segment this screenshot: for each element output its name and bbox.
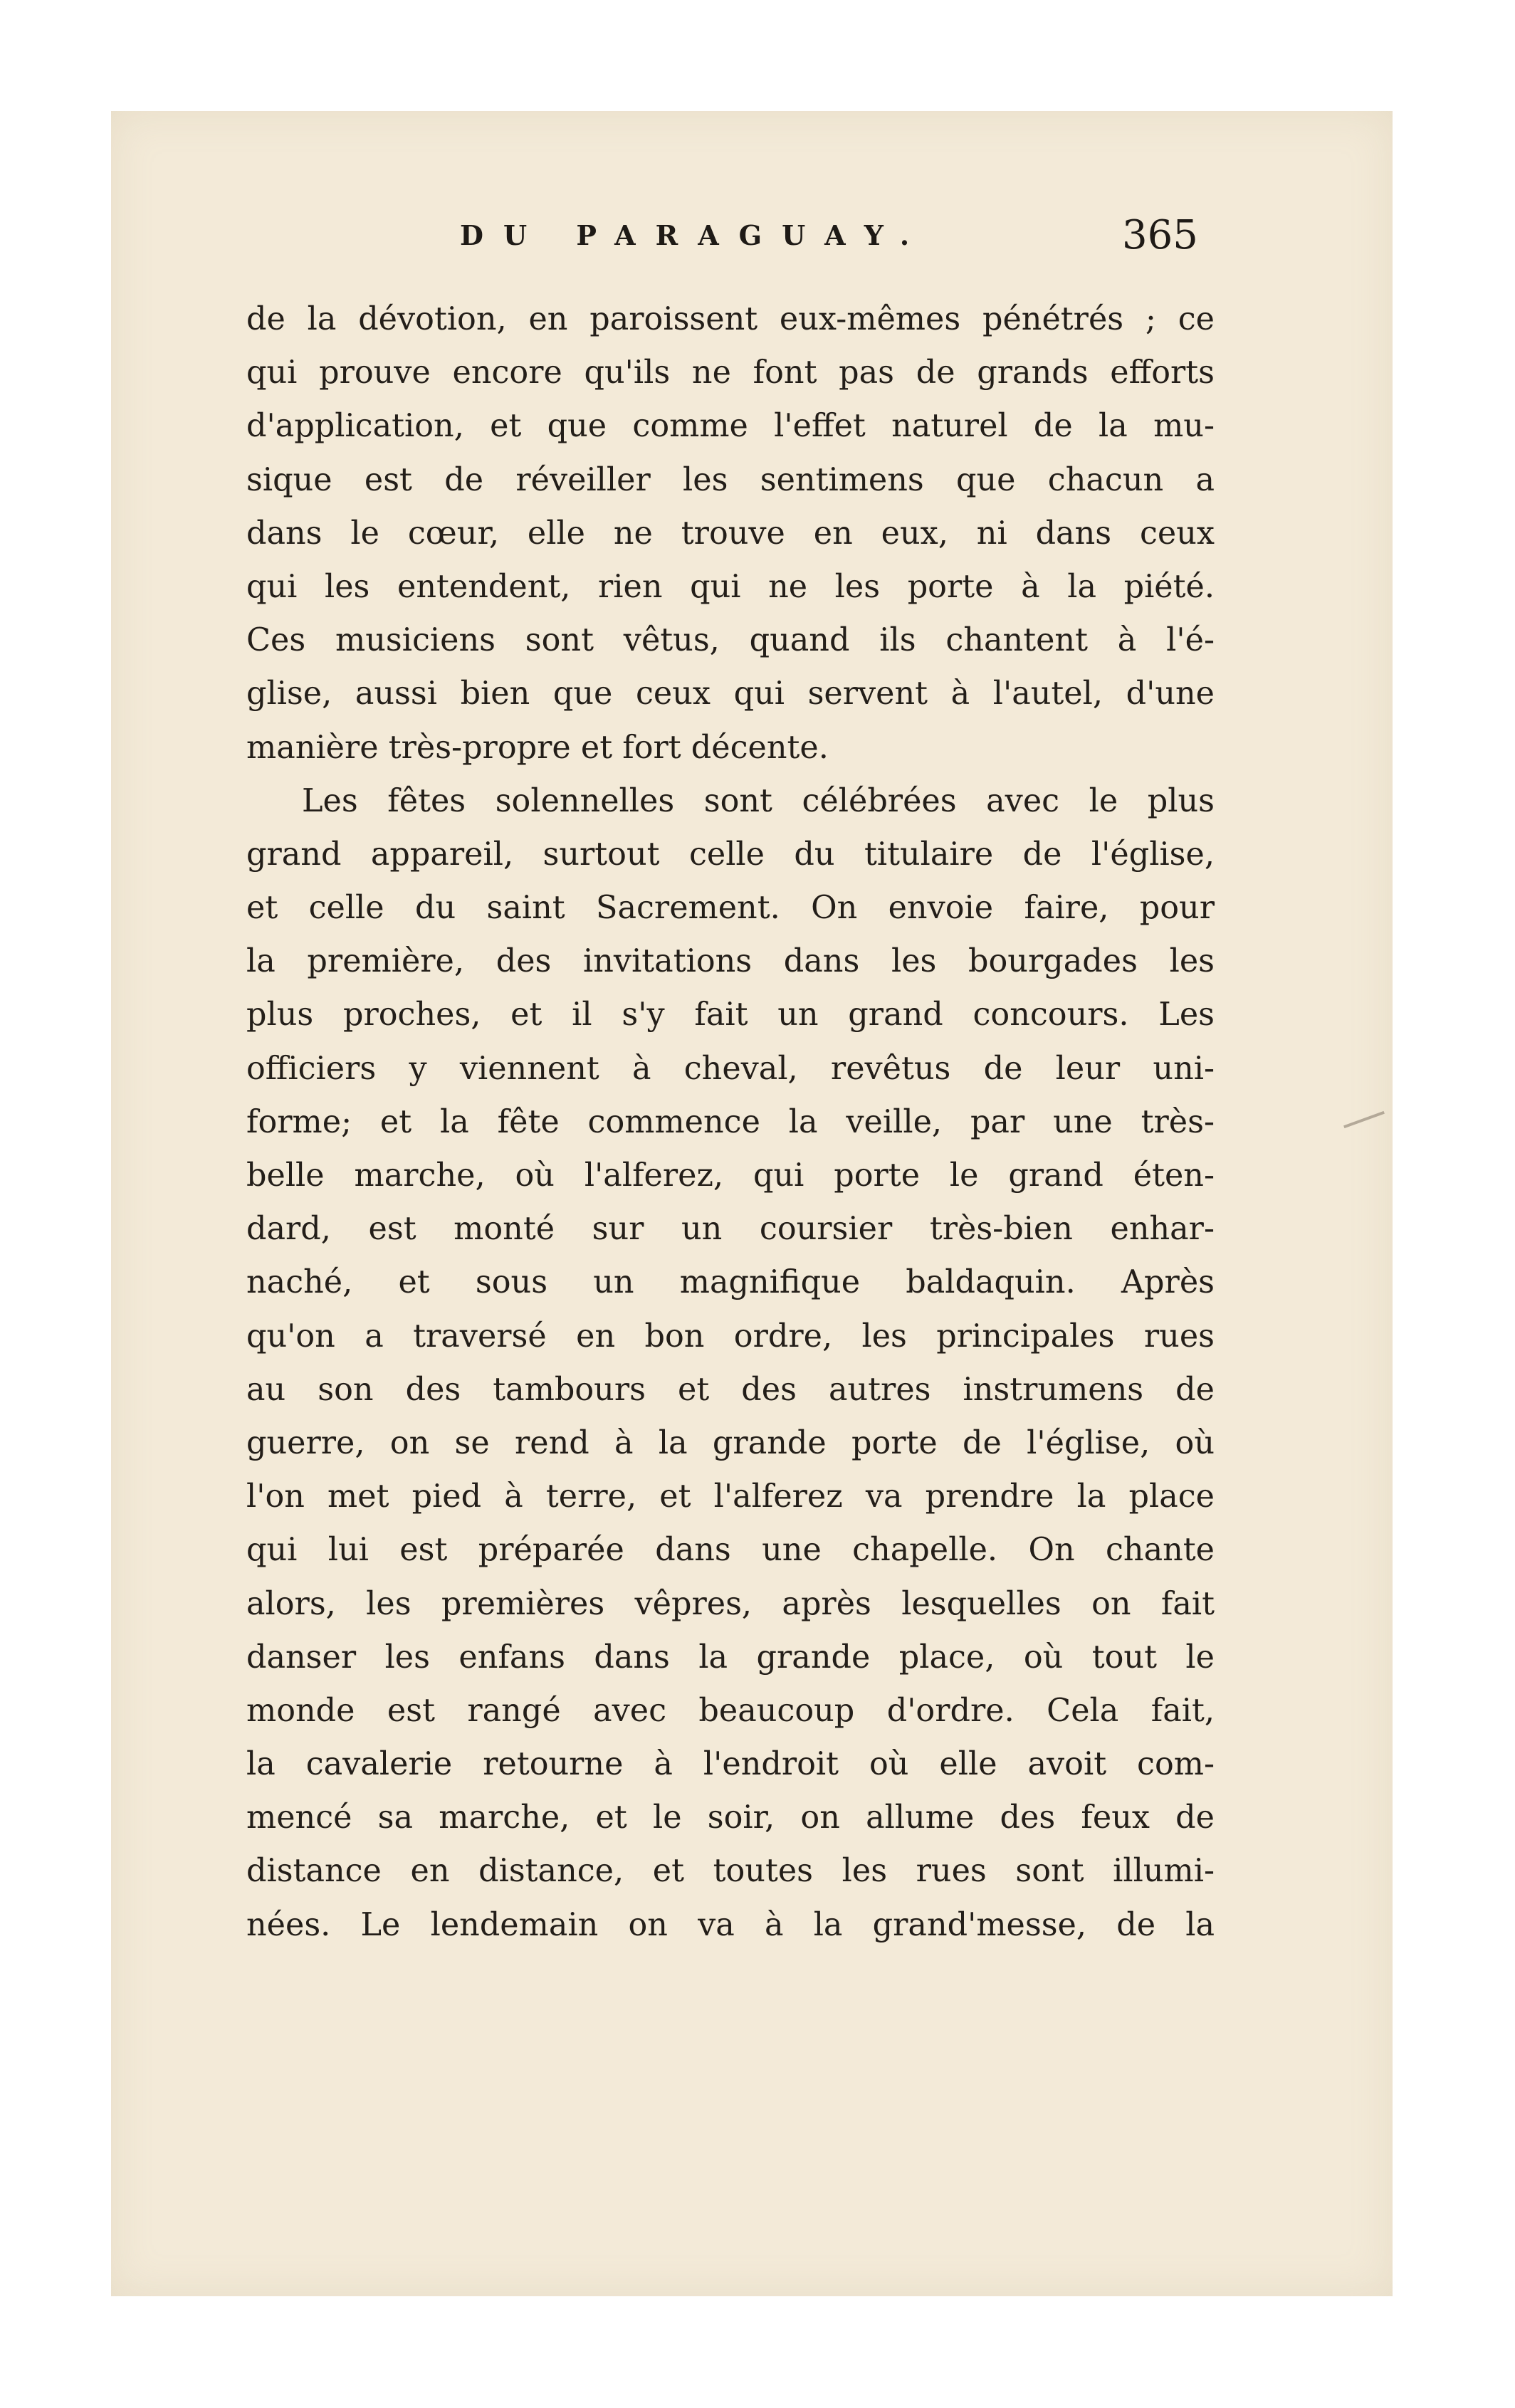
paragraph-start-line: Les fêtes solennelles sont célébrées avec le plus: [302, 782, 1215, 819]
body-text: [246, 293, 1215, 1952]
text-line: la cavalerie retourne à l'endroit où elle avoit com-: [246, 1746, 1215, 1783]
text-line: glise, aussi bien que ceux qui servent à l'autel, d'une: [246, 675, 1215, 713]
text-line: mencé sa marche, et le soir, on allume des feux de: [246, 1799, 1215, 1836]
text-line: manière très-propre et fort décente.: [246, 729, 829, 766]
page-number: 365: [1122, 212, 1198, 258]
margin-mark: [1343, 1111, 1385, 1128]
text-line: alors, les premières vêpres, après lesquelles on fait: [246, 1585, 1215, 1622]
text-line: nées. Le lendemain on va à la grand'messe, de la: [246, 1906, 1215, 1943]
running-head: [111, 204, 1393, 268]
text-line: de la dévotion, en paroissent eux-mêmes pénétrés ; ce: [246, 301, 1215, 337]
book-page: [111, 111, 1393, 2296]
text-line: officiers y viennent à cheval, revêtus de leur uni-: [246, 1050, 1215, 1087]
text-line: la première, des invitations dans les bourgades les: [246, 943, 1215, 980]
text-line: forme; et la fête commence la veille, par une très-: [246, 1103, 1215, 1140]
text-line: Ces musiciens sont vêtus, quand ils chantent à l'é-: [246, 622, 1215, 659]
text-line: dans le cœur, elle ne trouve en eux, ni dans ceux: [246, 515, 1215, 552]
text-line: plus proches, et il s'y fait un grand concours. Les: [246, 997, 1215, 1034]
text-line: naché, et sous un magnifique baldaquin. Après: [246, 1264, 1215, 1301]
text-line: qu'on a traversé en bon ordre, les principales rues: [246, 1318, 1215, 1355]
text-line: distance en distance, et toutes les rues sont illumi-: [246, 1853, 1215, 1890]
text-line: qui lui est préparée dans une chapelle. On chante: [246, 1532, 1215, 1569]
text-line: grand appareil, surtout celle du titulaire de l'église,: [246, 836, 1215, 873]
text-line: l'on met pied à terre, et l'alferez va prendre la place: [246, 1478, 1215, 1515]
text-line: qui prouve encore qu'ils ne font pas de grands efforts: [246, 354, 1215, 391]
text-line: qui les entendent, rien qui ne les porte à la piété.: [246, 568, 1215, 605]
text-line: monde est rangé avec beaucoup d'ordre. Cela fait,: [246, 1692, 1215, 1729]
text-line: et celle du saint Sacrement. On envoie faire, pour: [246, 890, 1215, 927]
text-line: dard, est monté sur un coursier très-bien enhar-: [246, 1211, 1215, 1248]
text-line: belle marche, où l'alferez, qui porte le grand éten-: [246, 1157, 1215, 1194]
text-line: guerre, on se rend à la grande porte de l'église, où: [246, 1424, 1215, 1461]
text-line: danser les enfans dans la grande place, où tout le: [246, 1639, 1215, 1676]
running-title: DU PARAGUAY.: [460, 219, 930, 251]
text-line: au son des tambours et des autres instrumens de: [246, 1371, 1215, 1408]
text-line: d'application, et que comme l'effet naturel de la mu-: [246, 408, 1215, 445]
text-line: sique est de réveiller les sentimens que chacun a: [246, 461, 1215, 498]
